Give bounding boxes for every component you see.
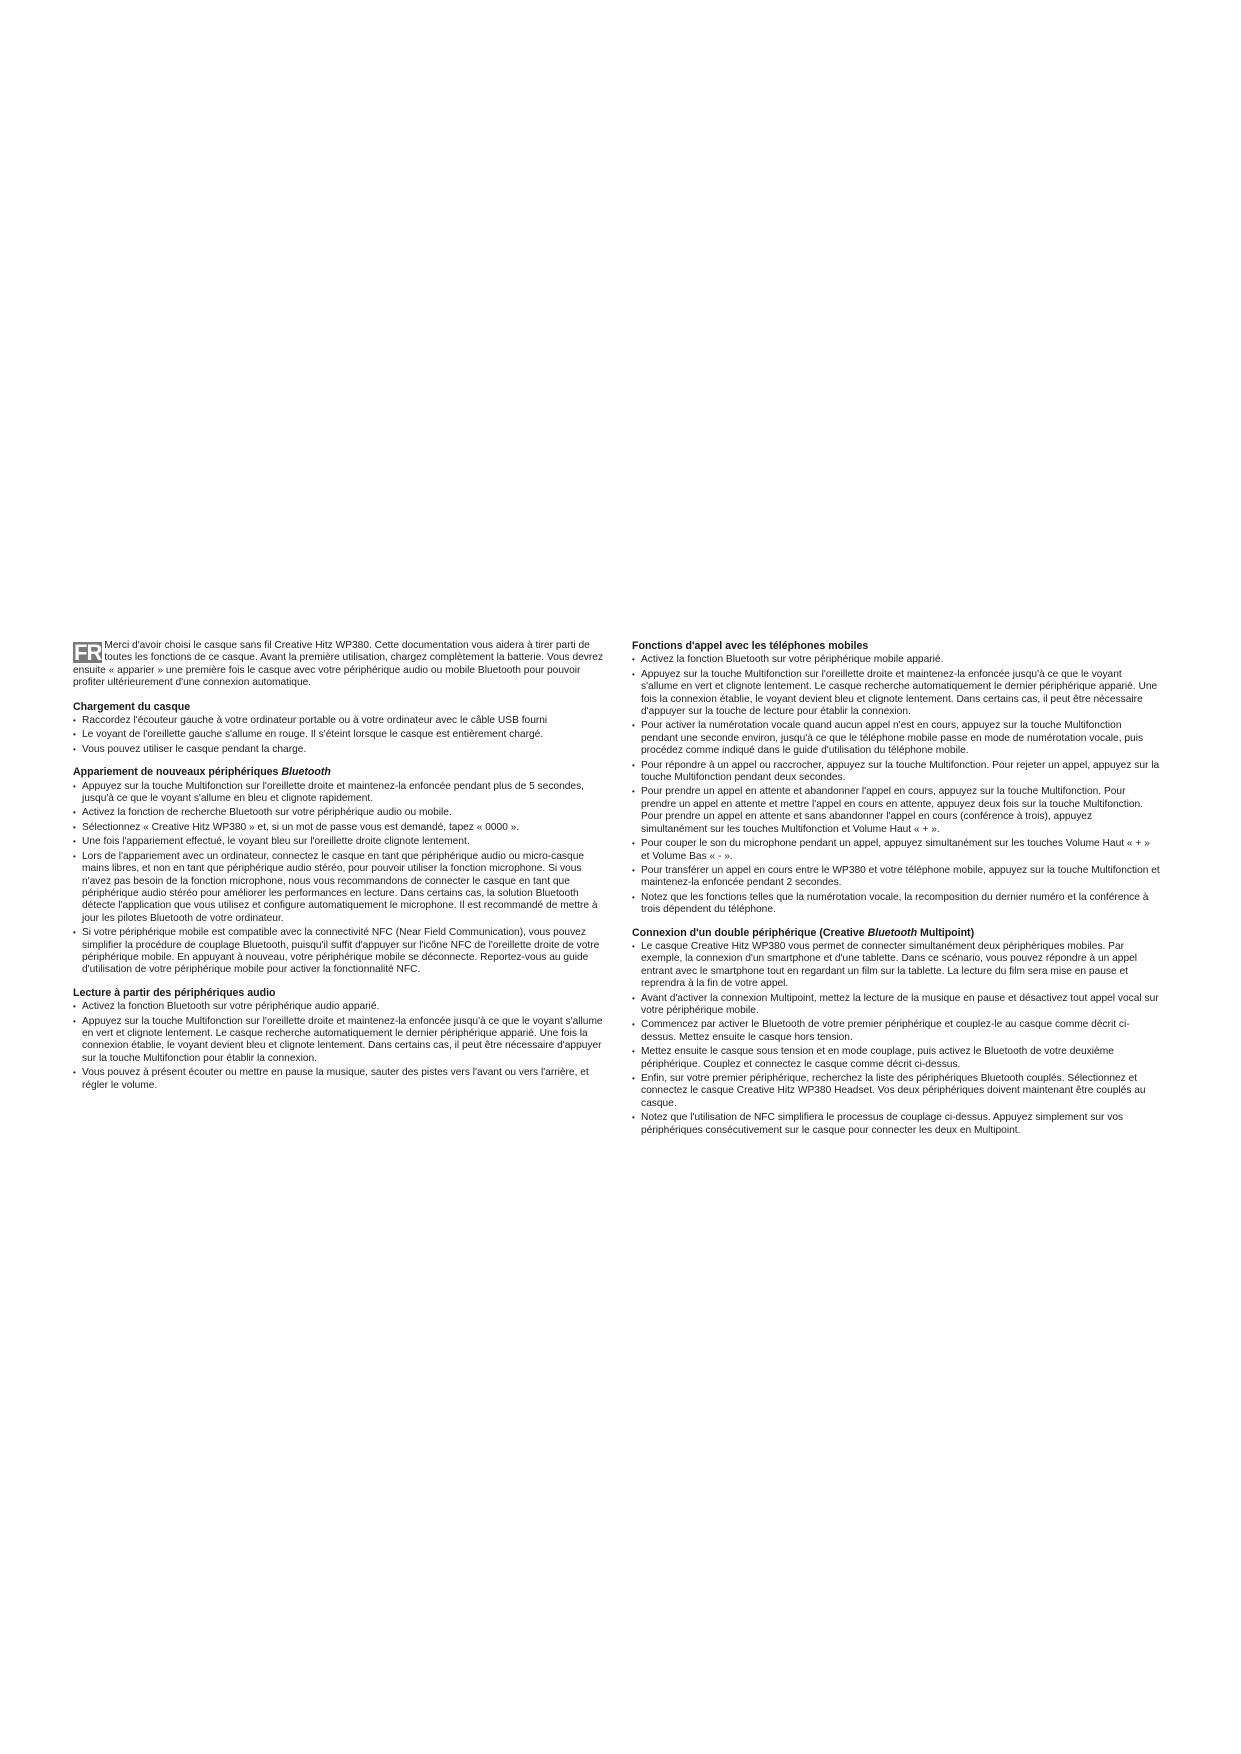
section-title-text: Chargement du casque (73, 700, 191, 713)
section (73, 766, 608, 977)
bullet-item: • Le voyant de l'oreillette gauche s'allume en rouge. Il s'éteint lorsque le casque est entièrement chargé. (73, 729, 608, 741)
bullet-item: • Appuyez sur la touche Multifonction sur l'oreillette droite et maintenez-la enfoncée jusqu'à ce que le voyant s'allume en vert et clignote lentement. Le casque recherche automatiquement le dernier périphérique apparié. Une fois la connexion établie, le voyant devient bleu et clignote lentement. Dans certains cas, il peut être nécessaire d'appuyer sur la touche de lecture pour établir la connexion. (632, 669, 1160, 719)
section-title-text: Appariement de nouveaux périphériques (73, 766, 282, 779)
section-title (73, 701, 608, 713)
bullet-item: • Notez que l'utilisation de NFC simplifiera le processus de couplage ci-dessus. Appuyez simplement sur vos périphériques consécutivement sur le casque pour connecter les deux en Multipoint. (632, 1112, 1160, 1137)
bullet-list (73, 1001, 608, 1092)
bullet-item: • Pour répondre à un appel ou raccrocher, appuyez sur la touche Multifonction. Pour rejeter un appel, appuyez sur la touche Multifonction pendant deux secondes. (632, 760, 1160, 785)
section (73, 701, 608, 757)
section (632, 640, 1160, 917)
section-title-emphasis: Bluetooth (867, 926, 918, 939)
section-title (73, 987, 608, 999)
right-sections (632, 640, 1160, 1137)
bullet-item: • Pour couper le son du microphone pendant un appel, appuyez simultanément sur les touches Volume Haut « + » et Volume Bas « - ». (632, 838, 1160, 863)
right-column (632, 640, 1160, 1147)
bullet-item: • Pour prendre un appel en attente et abandonner l'appel en cours, appuyez sur la touche Multifonction. Pour prendre un appel en attente et mettre l'appel en cours en attente, appuyez deux fois sur la touche Multifonction. Pour prendre un appel en attente et sans abandonner l'appel en cours (conférence à trois), appuyez simultanément sur les touches Multifonction et Volume Haut « + ». (632, 786, 1160, 836)
bullet-item: • Activez la fonction Bluetooth sur votre périphérique audio apparié. (73, 1001, 608, 1013)
bullet-item: • Enfin, sur votre premier périphérique, recherchez la liste des périphériques Bluetooth couplés. Sélectionnez et connectez le casque Creative Hitz WP380 Headset. Vos deux périphériques doivent maintenant être couplés au casque. (632, 1073, 1160, 1110)
section-title-emphasis: Bluetooth (281, 766, 331, 779)
bullet-item: • Activez la fonction de recherche Bluetooth sur votre périphérique audio ou mobile. (73, 807, 608, 819)
bullet-item: • Appuyez sur la touche Multifonction sur l'oreillette droite et maintenez-la enfoncée pendant plus de 5 secondes, jusqu'à ce que le voyant s'allume en bleu et clignote rapidement. (73, 781, 608, 806)
section-title-text: Connexion d'un double périphérique (Creative (632, 926, 868, 939)
bullet-item: • Commencez par activer le Bluetooth de votre premier périphérique et couplez-le au casque comme décrit ci-dessus. Mettez ensuite le casque hors tension. (632, 1019, 1160, 1044)
bullet-item: • Sélectionnez « Creative Hitz WP380 » et, si un mot de passe vous est demandé, tapez « 0000 ». (73, 822, 608, 834)
left-column (73, 640, 608, 1102)
language-badge: FR (74, 640, 102, 665)
bullet-item: • Pour activer la numérotation vocale quand aucun appel n'est en cours, appuyez sur la touche Multifonction pendant une seconde environ, jusqu'à ce que le téléphone mobile passe en mode de numérotation vocale, puis procédez comme indiqué dans le guide d'utilisation du téléphone mobile. (632, 720, 1160, 757)
bullet-item: • Si votre périphérique mobile est compatible avec la connectivité NFC (Near Field Communication), vous pouvez simplifier la procédure de couplage Bluetooth, puisqu'il suffit d'appuyer sur l'icône NFC de l'oreillette droite de votre périphérique mobile. En appuyant à nouveau, votre périphérique mobile se déconnecte. Reportez-vous au guide d'utilisation de votre périphérique mobile pour activer la fonctionnalité NFC. (73, 927, 608, 977)
bullet-item: • Vous pouvez à présent écouter ou mettre en pause la musique, sauter des pistes vers l'avant ou vers l'arrière, et régler le volume. (73, 1067, 608, 1092)
bullet-item: • Appuyez sur la touche Multifonction sur l'oreillette droite et maintenez-la enfoncée jusqu'à ce que le voyant s'allume en vert et clignote lentement. Le casque recherche automatiquement le dernier périphérique apparié. Une fois la connexion établie, le voyant devient bleu et clignote lentement. Dans certains cas, il peut être nécessaire d'appuyer sur la touche Multifonction pour établir la connexion. (73, 1016, 608, 1066)
section-title (632, 640, 1160, 652)
bullet-item: • Une fois l'appariement effectué, le voyant bleu sur l'oreillette droite clignote lentement. (73, 836, 608, 848)
section-title-text: Fonctions d'appel avec les téléphones mobiles (632, 640, 869, 652)
bullet-item: • Pour transférer un appel en cours entre le WP380 et votre téléphone mobile, appuyez sur la touche Multifonction et maintenez-la enfoncée pendant 2 secondes. (632, 865, 1160, 890)
section-title-text: Lecture à partir des périphériques audio (73, 986, 276, 999)
bullet-item: • Raccordez l'écouteur gauche à votre ordinateur portable ou à votre ordinateur avec le câble USB fourni (73, 715, 608, 727)
intro-paragraph (73, 640, 608, 690)
bullet-item: • Activez la fonction Bluetooth sur votre périphérique mobile apparié. (632, 654, 1160, 666)
bullet-list (632, 941, 1160, 1137)
section (73, 987, 608, 1092)
bullet-item: • Mettez ensuite le casque sous tension et en mode couplage, puis activez le Bluetooth de votre deuxième périphérique. Couplez et connectez le casque comme décrit ci-dessus. (632, 1046, 1160, 1071)
left-sections (73, 701, 608, 1092)
bullet-item: • Le casque Creative Hitz WP380 vous permet de connecter simultanément deux périphériques mobiles. Par exemple, la connexion d'un smartphone et d'une tablette. Dans ce scénario, vous pouvez répondre à un appel entrant avec le smartphone tout en regardant un film sur la tablette. La lecture du film sera mise en pause et reprendra à la fin de votre appel. (632, 941, 1160, 991)
bullet-item: • Lors de l'appariement avec un ordinateur, connectez le casque en tant que périphérique audio ou micro-casque mains libres, et non en tant que périphérique audio stéréo, pour pouvoir utiliser la fonction microphone. Si vous n'avez pas besoin de la fonction microphone, nous vous recommandons de connecter le casque en tant que périphérique audio stéréo pour améliorer les performances en lecture. Dans certains cas, la solution Bluetooth détecte l'application que vous utilisez et configure automatiquement le microphone. Il est recommandé de mettre à jour les pilotes Bluetooth de votre ordinateur. (73, 851, 608, 925)
intro-text: Merci d'avoir choisi le casque sans fil Creative Hitz WP380. Cette documentation vous aidera à tirer parti de toutes les fonctions de ce casque. Avant la première utilisation, chargez complètement la batterie. Vous devrez ensuite « apparier » une première fois le casque avec votre périphérique audio ou mobile Bluetooth pour pouvoir profiter ultérieurement d'une connexion automatique. (73, 640, 604, 689)
bullet-item: • Notez que les fonctions telles que la numérotation vocale, la recomposition du dernier numéro et la conférence à trois dépendent du téléphone. (632, 892, 1160, 917)
section-title (73, 766, 608, 778)
bullet-item: • Avant d'activer la connexion Multipoint, mettez la lecture de la musique en pause et désactivez tout appel vocal sur votre périphérique mobile. (632, 993, 1160, 1018)
section-title-suffix: Multipoint) (917, 926, 975, 939)
bullet-item: • Vous pouvez utiliser le casque pendant la charge. (73, 744, 608, 756)
section-title (632, 927, 1160, 939)
section (632, 927, 1160, 1138)
bullet-list (632, 654, 1160, 916)
bullet-list (73, 715, 608, 756)
bullet-list (73, 781, 608, 977)
